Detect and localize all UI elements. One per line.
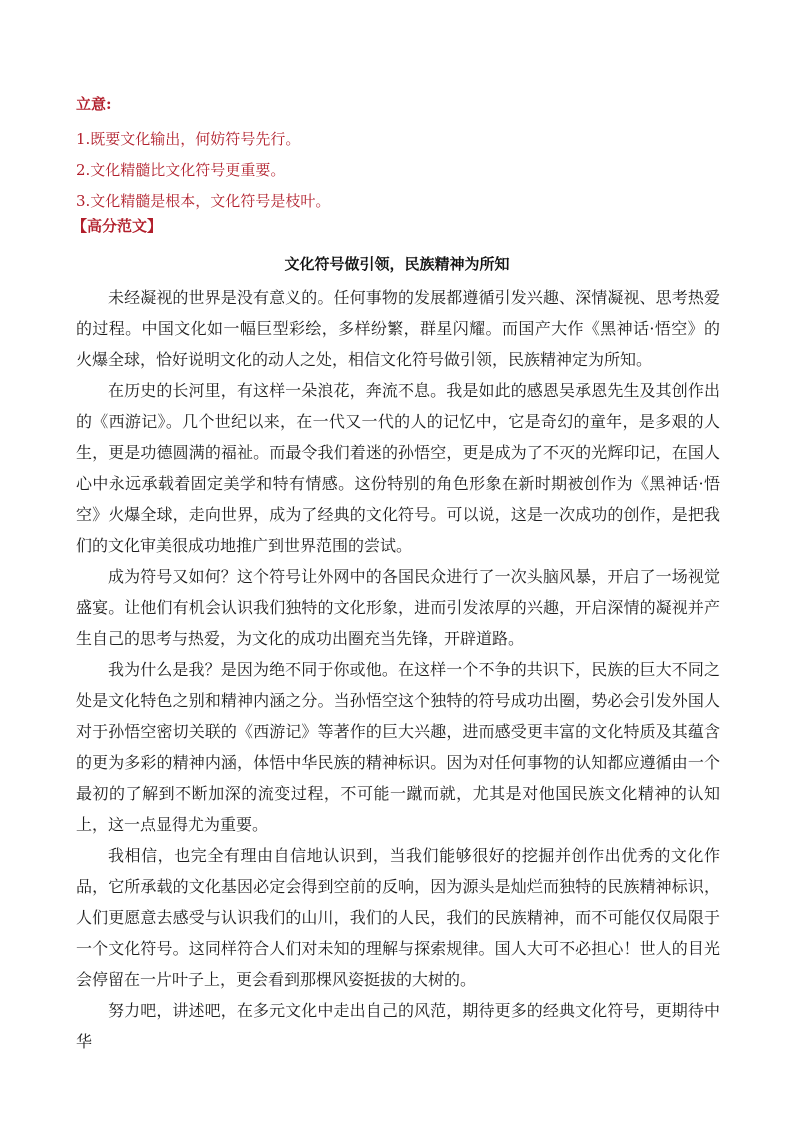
intent-heading: 立意: [76,95,112,113]
essay-body [76,282,720,1057]
essay-title: 文化符号做引领，民族精神为所知 [284,255,510,273]
section-tag: 【高分范文】 [72,217,163,235]
intent-points-list [76,124,736,217]
essay-paragraph: 在历史的长河里，有这样一朵浪花，奔流不息。我是如此的感恩吴承恩先生及其创作出的《西游记》。几个世纪以来，在一代又一代的人的记忆中，它是奇幻的童年，是多艰的人生，更是功德圆满的福祉。而最令我们着迷的孙悟空，更是成为了不灭的光辉印记，在国人心中永远承载着固定美学和特有情感。这份特别的角色形象在新时期被创作为《黑神话·悟空》火爆全球，走向世界，成为了经典的文化符号。可以说，这是一次成功的创作，是把我们的文化审美很成功地推广到世界范围的尝试。 [76,381,720,555]
essay-paragraph: 我为什么是我？是因为绝不同于你或他。在这样一个不争的共识下，民族的巨大不同之处是文化特色之别和精神内涵之分。当孙悟空这个独特的符号成功出圈，势必会引发外国人对于孙悟空密切关联的《西游记》等著作的巨大兴趣，进而感受更丰富的文化特质及其蕴含的更为多彩的精神内涵，体悟中华民族的精神标识。因为对任何事物的认知都应遵循由一个最初的了解到不断加深的流变过程，不可能一蹴而就，尤其是对他国民族文化精神的认知上，这一点显得尤为重要。 [76,660,720,834]
essay-paragraph: 成为符号又如何？这个符号让外网中的各国民众进行了一次头脑风暴，开启了一场视觉盛宴。让他们有机会认识我们独特的文化形象，进而引发浓厚的兴趣，开启深情的凝视并产生自己的思考与热爱，为文化的成功出圈充当先锋，开辟道路。 [76,567,720,648]
intent-point: 3.文化精髓是根本，文化符号是枝叶。 [76,192,331,210]
essay-paragraph: 未经凝视的世界是没有意义的。任何事物的发展都遵循引发兴趣、深情凝视、思考热爱的过程。中国文化如一幅巨型彩绘，多样纷繁，群星闪耀。而国产大作《黑神话·悟空》的火爆全球，恰好说明文化的动人之处，相信文化符号做引领，民族精神定为所知。 [76,288,720,369]
intent-point: 2.文化精髓比文化符号更重要。 [76,161,286,179]
intent-point: 1.既要文化输出，何妨符号先行。 [76,130,301,148]
essay-paragraph: 努力吧，讲述吧，在多元文化中走出自己的风范，期待更多的经典文化符号，更期待中华 [76,1001,720,1051]
essay-paragraph: 我相信，也完全有理由自信地认识到，当我们能够很好的挖掘并创作出优秀的文化作品，它所承载的文化基因必定会得到空前的反响，因为源头是灿烂而独特的民族精神标识，人们更愿意去感受与认识我们的山川，我们的人民，我们的民族精神，而不可能仅仅局限于一个文化符号。这同样符合人们对未知的理解与探索规律。国人大可不必担心！世人的目光会停留在一片叶子上，更会看到那棵风姿挺拔的大树的。 [76,846,720,989]
